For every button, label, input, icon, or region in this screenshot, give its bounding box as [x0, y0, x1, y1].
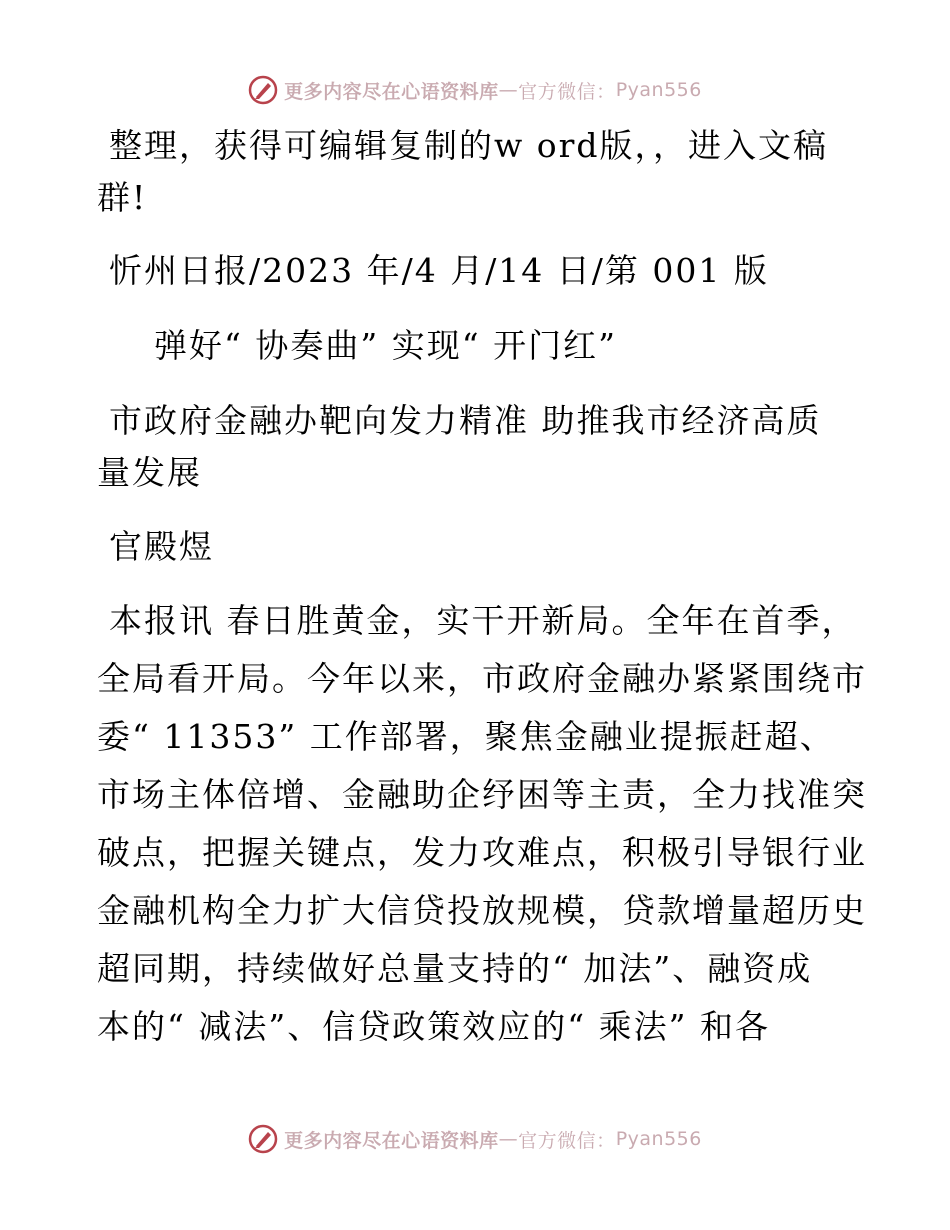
body-line-4: 市场主体倍增、金融助企纾困等主责，全力找准突: [97, 775, 867, 814]
source-line: 忻州日报/2023 年/4 月/14 日/第 001 版: [109, 251, 769, 290]
body-line-5: 破点，把握关键点，发力攻难点，积极引导银行业: [97, 833, 867, 872]
article-subtitle-line-2: 量发展: [97, 453, 202, 492]
watermark-main-text: 更多内容尽在心语资料库: [284, 1129, 499, 1152]
intro-line-2: 群!: [97, 178, 148, 217]
pen-quill-logo-icon: [248, 1124, 278, 1154]
author-line: 官殿煜: [109, 527, 214, 566]
watermark-wechat-id: Pyan556: [615, 1128, 702, 1150]
body-line-3: 委“ 11353” 工作部署，聚焦金融业提振赶超、: [97, 717, 835, 756]
header-watermark: [0, 70, 950, 110]
body-line-7: 超同期，持续做好总量支持的“ 加法”、融资成: [97, 949, 813, 988]
watermark-official-label: 官方微信：: [518, 1129, 616, 1152]
intro-line-1: 整理，获得可编辑复制的w ord版，，进入文稿: [109, 126, 829, 165]
body-line-2: 全局看开局。今年以来，市政府金融办紧紧围绕市: [97, 659, 867, 698]
footer-watermark: [0, 1119, 950, 1159]
article-subtitle-line-1: 市政府金融办靶向发力精准 助推我市经济高质: [109, 401, 822, 440]
watermark-main-text: 更多内容尽在心语资料库: [284, 80, 499, 103]
pen-quill-logo-icon: [248, 75, 278, 105]
body-line-8: 本的“ 减法”、信贷政策效应的“ 乘法” 和各: [97, 1007, 770, 1046]
document-body: [97, 120, 867, 1053]
watermark-wechat-id: Pyan556: [615, 79, 702, 101]
body-line-6: 金融机构全力扩大信贷投放规模，贷款增量超历史: [97, 891, 867, 930]
article-title: 弹好“ 协奏曲” 实现“ 开门红”: [154, 326, 617, 365]
watermark-dash: —: [498, 1128, 519, 1150]
watermark-official-label: 官方微信：: [518, 80, 616, 103]
body-line-1: 本报讯 春日胜黄金，实干开新局。全年在首季，: [109, 601, 857, 640]
watermark-dash: —: [498, 79, 519, 101]
